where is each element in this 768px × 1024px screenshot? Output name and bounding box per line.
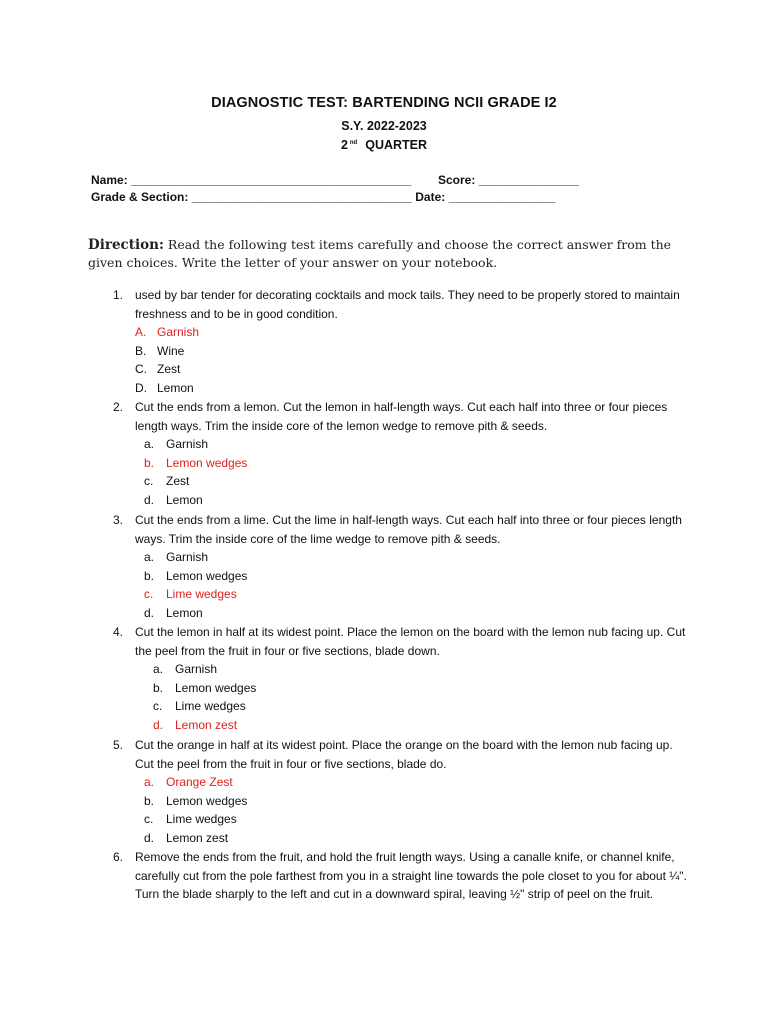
direction-paragraph xyxy=(88,236,688,271)
question-number: 3. xyxy=(113,513,124,527)
option-item xyxy=(144,810,688,829)
option-text: Zest xyxy=(157,362,181,377)
quarter-number: 2 xyxy=(340,138,348,152)
option-list xyxy=(144,548,688,622)
option-item-correct xyxy=(135,323,688,342)
option-text: Garnish xyxy=(166,550,209,565)
option-text: Lemon wedges xyxy=(166,455,248,470)
option-item xyxy=(144,829,688,848)
option-letter: d. xyxy=(144,492,155,507)
question-text: Cut the ends from a lemon. Cut the lemon in half-length ways. Cut each half into three or four pieces length ways. Trim the inside core of the lemon wedge to remove pith & seeds. xyxy=(135,400,668,433)
option-letter: d. xyxy=(144,605,155,620)
option-item xyxy=(135,379,688,398)
option-item xyxy=(144,472,688,491)
option-text: Zest xyxy=(166,474,190,489)
option-item-correct xyxy=(144,585,688,604)
option-letter: c. xyxy=(144,812,154,827)
option-item xyxy=(144,548,688,567)
option-letter: a. xyxy=(153,662,164,677)
option-letter: b. xyxy=(144,568,155,583)
question-1 xyxy=(113,286,688,398)
option-item xyxy=(135,342,688,361)
quarter-suffix: nd xyxy=(349,139,358,146)
option-item xyxy=(144,435,688,454)
question-text: Remove the ends from the fruit, and hold the fruit length ways. Using a canalle knife, or channel knife, carefully cut from the pole farthest from you in a straight line towards the pole closet to you for about ¼". Turn the blade sharply to the left and cut in a downward spiral, leaving ½" strip of peel on the fruit. xyxy=(135,850,687,902)
option-letter: c. xyxy=(144,587,154,602)
option-text: Lemon zest xyxy=(166,830,229,845)
question-number: 5. xyxy=(113,738,124,752)
name-score-line: Name: __________________________________________ Score: _______________ xyxy=(91,173,579,187)
option-item xyxy=(153,679,688,698)
question-text: used by bar tender for decorating cocktails and mock tails. They need to be properly stored to maintain freshness and to be in good condition. xyxy=(135,288,680,321)
option-text: Lemon wedges xyxy=(166,568,248,583)
option-text: Lemon zest xyxy=(175,717,238,732)
option-item-correct xyxy=(144,454,688,473)
option-item xyxy=(135,360,688,379)
option-letter: c. xyxy=(144,474,154,489)
page-title: DIAGNOSTIC TEST: BARTENDING NCII GRADE I2 xyxy=(211,95,557,111)
option-letter: b. xyxy=(144,793,155,808)
option-letter: b. xyxy=(153,680,164,695)
option-text: Garnish xyxy=(157,325,200,340)
question-text: Cut the orange in half at its widest point. Place the orange on the board with the lemon nub facing up. Cut the peel from the fruit in four or five sections, blade do. xyxy=(135,738,673,771)
option-text: Lime wedges xyxy=(166,812,237,827)
option-letter: C. xyxy=(135,362,147,377)
option-item-correct xyxy=(153,716,688,735)
quarter-line xyxy=(0,138,768,152)
option-letter: d. xyxy=(144,830,155,845)
option-list xyxy=(144,435,688,509)
option-letter: A. xyxy=(135,325,147,340)
option-text: Lemon wedges xyxy=(175,680,257,695)
school-year: S.Y. 2022-2023 xyxy=(341,119,427,133)
question-text: Cut the lemon in half at its widest point. Place the lemon on the board with the lemon nub facing up. Cut the peel from the fruit in four or five sections, blade down. xyxy=(135,625,686,658)
option-letter: d. xyxy=(153,717,164,732)
question-number: 6. xyxy=(113,850,124,864)
option-letter: a. xyxy=(144,775,155,790)
option-text: Garnish xyxy=(166,437,209,452)
option-item xyxy=(144,792,688,811)
option-text: Lemon wedges xyxy=(166,793,248,808)
option-item xyxy=(144,567,688,586)
question-2 xyxy=(113,398,688,510)
option-list xyxy=(135,323,688,397)
question-5 xyxy=(113,736,688,848)
option-item xyxy=(153,697,688,716)
question-3 xyxy=(113,511,688,623)
question-6 xyxy=(113,848,688,904)
option-letter: a. xyxy=(144,437,155,452)
direction-text: Read the following test items carefully and choose the correct answer from the given choices. Write the letter of your answer on your notebook. xyxy=(88,237,672,270)
option-item xyxy=(144,491,688,510)
question-text: Cut the ends from a lime. Cut the lime in half-length ways. Cut each half into three or four pieces length ways. Trim the inside core of the lime wedge to remove pith & seeds. xyxy=(135,513,682,546)
question-number: 1. xyxy=(113,288,124,302)
option-text: Lemon xyxy=(166,492,203,507)
grade-date-line: Grade & Section: _________________________________ Date: ________________ xyxy=(91,190,556,204)
option-item-correct xyxy=(144,773,688,792)
option-text: Garnish xyxy=(175,662,218,677)
option-text: Lemon xyxy=(157,380,194,395)
option-text: Lemon xyxy=(166,605,203,620)
option-letter: D. xyxy=(135,380,147,395)
option-letter: a. xyxy=(144,550,155,565)
quarter-word: QUARTER xyxy=(365,138,428,152)
question-4 xyxy=(113,623,688,735)
option-letter: b. xyxy=(144,455,155,470)
option-text: Lime wedges xyxy=(166,587,237,602)
option-list xyxy=(144,773,688,847)
option-text: Lime wedges xyxy=(175,699,246,714)
direction-label: Direction: xyxy=(88,237,164,253)
question-number: 4. xyxy=(113,625,124,639)
option-item xyxy=(144,604,688,623)
option-text: Wine xyxy=(157,343,185,358)
option-letter: c. xyxy=(153,699,163,714)
option-text: Orange Zest xyxy=(166,775,233,790)
question-number: 2. xyxy=(113,400,124,414)
option-list xyxy=(153,660,688,734)
option-item xyxy=(153,660,688,679)
option-letter: B. xyxy=(135,343,147,358)
